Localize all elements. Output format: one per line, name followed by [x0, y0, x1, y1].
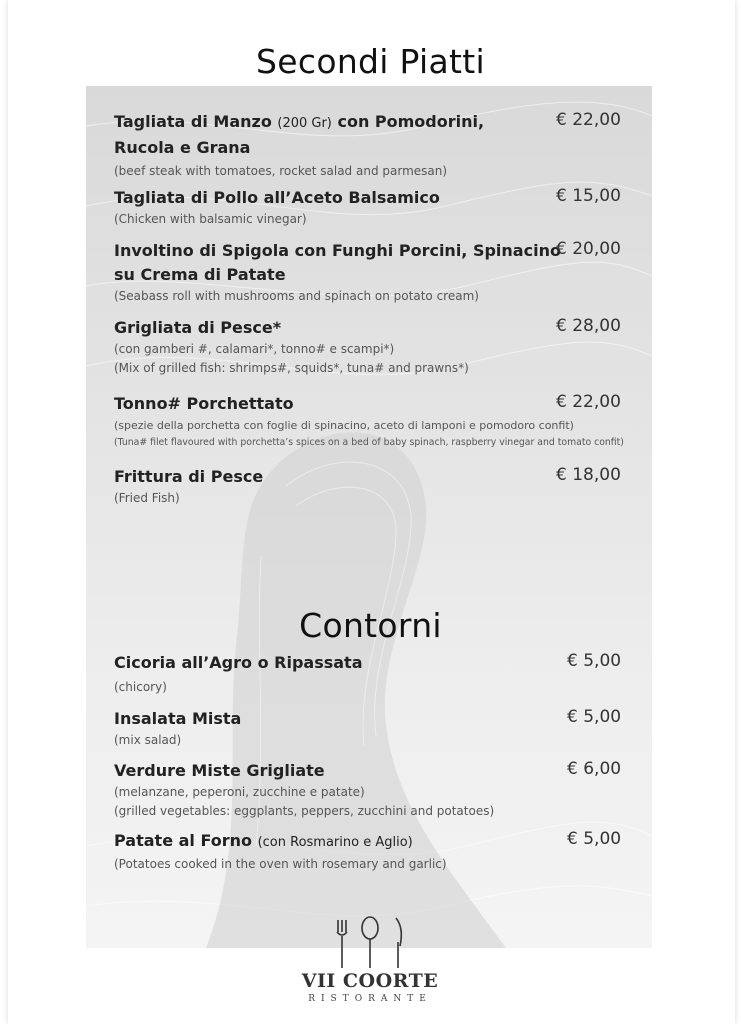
- item-description: (Chicken with balsamic vinegar): [114, 212, 307, 226]
- section-title-contorni: Contorni: [299, 606, 442, 645]
- menu-item: [114, 110, 626, 181]
- item-name: Verdure Miste Grigliate: [114, 761, 325, 780]
- item-description: (beef steak with tomatoes, rocket salad and parmesan): [114, 164, 448, 178]
- cutlery-icon: [300, 914, 440, 972]
- item-name: Tagliata di Manzo (200 Gr) con Pomodorini,: [114, 112, 485, 131]
- item-name: Grigliata di Pesce*: [114, 318, 282, 337]
- item-name: Tagliata di Pollo all’Aceto Balsamico: [114, 188, 440, 207]
- menu-item: [114, 465, 626, 508]
- item-price: € 18,00: [556, 465, 621, 485]
- item-name: Frittura di Pesce: [114, 467, 264, 486]
- item-description-en: (Tuna# filet flavoured with porchetta’s spices on a bed of baby spinach, raspberry vinegar and tomato confit): [114, 437, 624, 448]
- item-name-line2: Rucola e Grana: [114, 138, 251, 157]
- item-price: € 5,00: [567, 707, 622, 727]
- item-price: € 15,00: [556, 186, 621, 206]
- item-name: Involtino di Spigola con Funghi Porcini, Spinacino: [114, 241, 561, 260]
- menu-item: [114, 707, 626, 750]
- item-description: (Fried Fish): [114, 491, 180, 505]
- menu-item: [114, 829, 626, 874]
- item-description: (melanzane, peperoni, zucchine e patate): [114, 785, 365, 799]
- menu-item: [114, 186, 626, 229]
- item-description-en: (grilled vegetables: eggplants, peppers, zucchini and potatoes): [114, 804, 495, 818]
- item-description-en: (Mix of grilled fish: shrimps#, squids*, tuna# and prawns*): [114, 361, 469, 375]
- item-description: (mix salad): [114, 733, 182, 747]
- menu-item: [114, 239, 626, 306]
- menu-item: [114, 392, 626, 450]
- item-name: Insalata Mista: [114, 709, 242, 728]
- item-description: (Potatoes cooked in the oven with rosemary and garlic): [114, 857, 447, 871]
- logo-subtitle: RISTORANTE: [308, 994, 432, 1004]
- item-price: € 5,00: [567, 829, 622, 849]
- menu-item: [114, 651, 626, 697]
- item-name: Cicoria all’Agro o Ripassata: [114, 653, 363, 672]
- item-name: Tonno# Porchettato: [114, 394, 294, 413]
- item-price: € 22,00: [556, 110, 621, 130]
- item-name: Patate al Forno (con Rosmarino e Aglio): [114, 831, 413, 850]
- item-price: € 28,00: [556, 316, 621, 336]
- item-description: (con gamberi #, calamari*, tonno# e scampi*): [114, 342, 395, 356]
- logo-name: VII COORTE: [301, 970, 439, 992]
- item-description: (spezie della porchetta con foglie di spinacino, aceto di lamponi e pomodoro confit): [114, 419, 574, 432]
- item-name-line2: su Crema di Patate: [114, 265, 286, 284]
- restaurant-logo: [300, 914, 440, 1014]
- item-price: € 5,00: [567, 651, 622, 671]
- menu-item: [114, 316, 626, 378]
- section-title-secondi: Secondi Piatti: [256, 42, 485, 81]
- item-price: € 20,00: [556, 239, 621, 259]
- item-description: (chicory): [114, 680, 167, 694]
- item-price: € 22,00: [556, 392, 621, 412]
- item-description: (Seabass roll with mushrooms and spinach on potato cream): [114, 289, 479, 303]
- item-price: € 6,00: [567, 759, 622, 779]
- menu-item: [114, 759, 626, 821]
